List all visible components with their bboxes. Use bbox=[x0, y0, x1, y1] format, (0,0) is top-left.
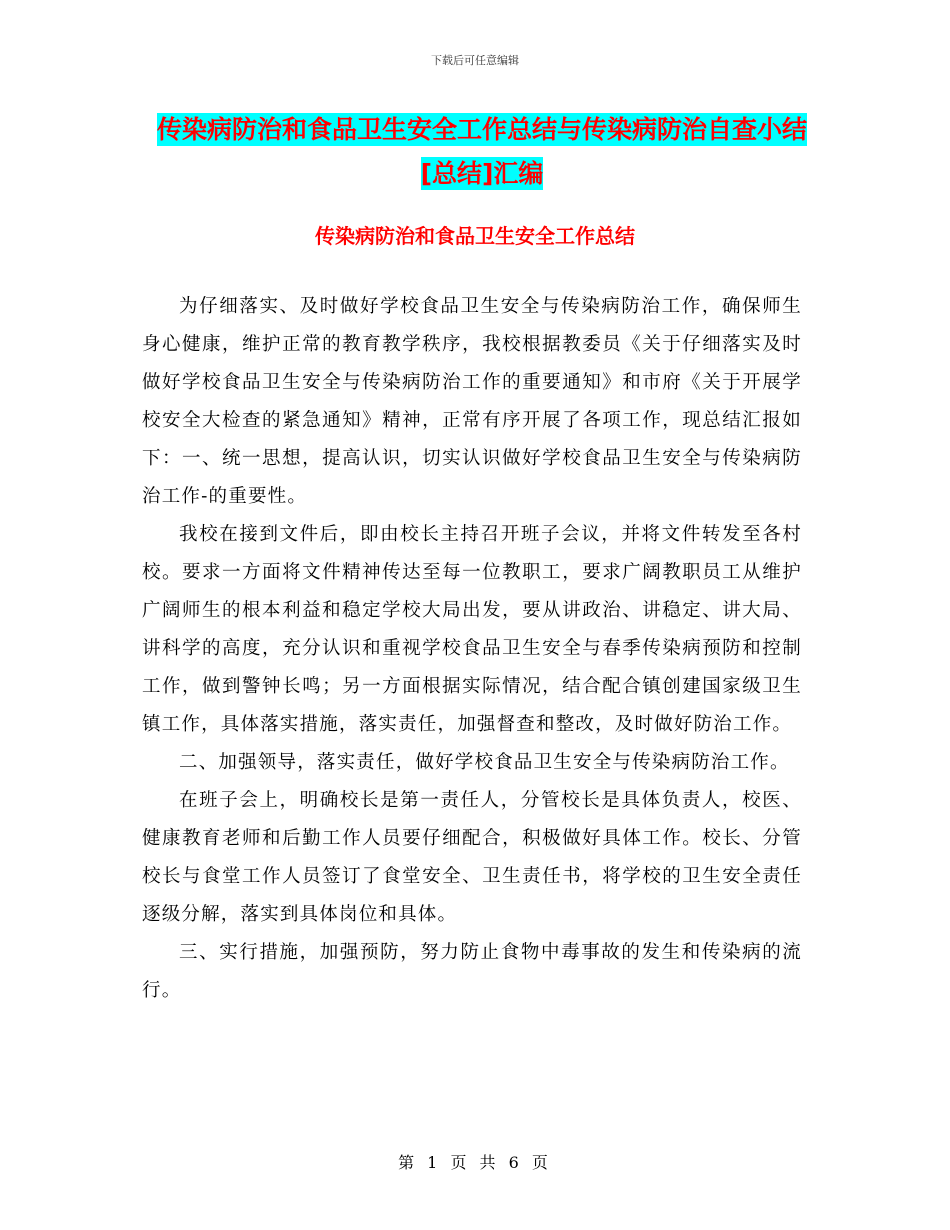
page-footer-number: 第 1 页 共 6 页 bbox=[398, 1153, 552, 1172]
section-title: 传染病防治和食品卫生安全工作总结 bbox=[315, 224, 635, 248]
paragraph-3: 二、加强领导，落实责任，做好学校食品卫生安全与传染病防治工作。 bbox=[179, 752, 790, 773]
paragraph-1: 为仔细落实、及时做好学校食品卫生安全与传染病防治工作，确保师生身心健康，维护正常的教育教学秩序，我校根据教委员《关于仔细落实及时做好学校食品卫生安全与传染病防治工作的重要通知》和市府《关于开展学校安全大检查的紧急通知》精神，正常有序开展了各项工作，现总结汇报如下：一、统一思想，提高认识，切实认识做好学校食品卫生安全与传染病防治工作-的重要性。 bbox=[142, 296, 802, 507]
paragraph-2: 我校在接到文件后，即由校长主持召开班子会议，并将文件转发至各村校。要求一方面将文件精神传达至每一位教职工，要求广阔教职员工从维护广阔师生的根本利益和稳定学校大局出发，要从讲政治、讲稳定、讲大局、讲科学的高度，充分认识和重视学校食品卫生安全与春季传染病预防和控制工作，做到警钟长鸣；另一方面根据实际情况，结合配合镇创建国家级卫生镇工作，具体落实措施，落实责任，加强督查和整改，及时做好防治工作。 bbox=[142, 524, 802, 735]
paragraph-5: 三、实行措施，加强预防，努力防止食物中毒事故的发生和传染病的流行。 bbox=[142, 942, 802, 1001]
page-header-note: 下载后可任意编辑 bbox=[431, 54, 519, 67]
document-title bbox=[142, 108, 822, 196]
document-body bbox=[142, 288, 802, 1010]
paragraph-4: 在班子会上，明确校长是第一责任人，分管校长是具体负责人，校医、健康教育老师和后勤工作人员要仔细配合，积极做好具体工作。校长、分管校长与食堂工作人员签订了食堂安全、卫生责任书，将学校的卫生安全责任逐级分解，落实到具体岗位和具体。 bbox=[142, 790, 802, 925]
document-title-text: 传染病防治和食品卫生安全工作总结与传染病防治自查小结[总结]汇编 bbox=[156, 115, 807, 188]
